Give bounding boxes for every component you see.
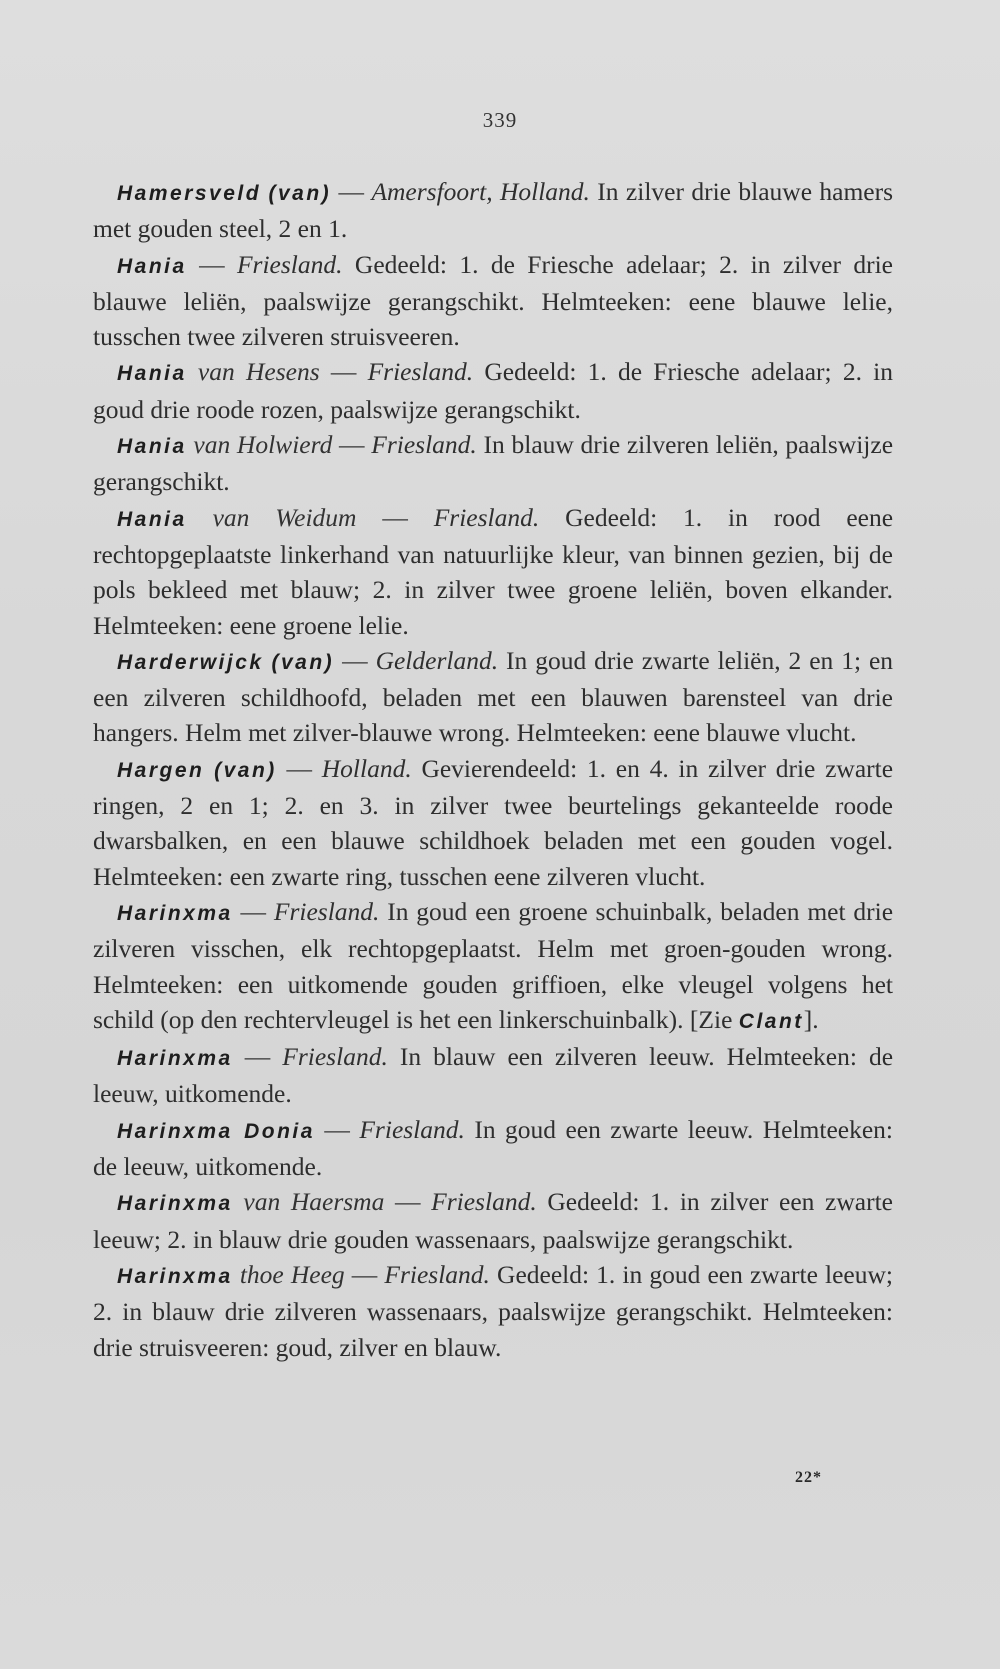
entry-dash: — — [339, 430, 365, 460]
entry-place: Amersfoort, Holland. — [371, 177, 590, 206]
entry-name: Hania — [117, 254, 187, 278]
entry-name-italic: thoe Heeg — [239, 1259, 345, 1289]
entry-dash: — — [324, 1114, 350, 1144]
entry-dash: — — [395, 1187, 421, 1217]
entry-place: Friesland. — [371, 430, 477, 460]
entry-harinxma-1 — [93, 894, 893, 1039]
entry-place: Friesland. — [431, 1187, 537, 1217]
entry-dash: — — [330, 357, 357, 387]
entry-name: Harinxma Donia — [117, 1119, 315, 1143]
entry-hamersveld — [93, 174, 893, 247]
entry-description: In blauw drie zilveren leliën, paalswijze gerangschikt. — [93, 430, 894, 497]
entry-place: Friesland. — [367, 357, 474, 387]
entry-name: Hania — [117, 507, 187, 531]
entry-description: Gedeeld: 1. de Friesche adelaar; 2. in goud drie roode rozen, paalswijze gerangschikt. — [93, 357, 894, 424]
entry-description: Gedeeld: 1. de Friesche adelaar; 2. in zilver drie blauwe leliën, paalswijze gerangschikt. Helmteeken: eene blauwe lelie, tusschen twee zilveren struisveeren. — [93, 249, 893, 352]
entry-name-suffix: (van) — [214, 758, 277, 782]
entry-dash: — — [338, 177, 365, 206]
entry-description: In zilver drie blauwe hamers met gouden steel, 2 en 1. — [93, 177, 894, 244]
entry-dash: — — [351, 1259, 378, 1289]
entry-description: Gedeeld: 1. in rood eene rechtopgeplaatste linkerhand van natuurlijke kleur, van binnen gezien, bij de pols bekleed met blauw; 2. in zilver twee groene leliën, boven elkander. Helmteeken: eene groene lelie. — [93, 502, 894, 640]
entry-hania — [93, 247, 893, 355]
entry-harinxma-donia — [93, 1112, 893, 1185]
signature-mark: 22* — [795, 1469, 822, 1486]
entry-dash: — — [382, 502, 408, 532]
entry-name-italic: van Haersma — [243, 1187, 385, 1217]
entry-harinxma-2 — [93, 1039, 893, 1112]
entry-description: Gevierendeeld: 1. en 4. in zilver drie zwarte ringen, 2 en 1; 2. en 3. in zilver twee beurtelings gekanteelde roode dwarsbalken, en een blauwe schildhoek beladen met een gouden vogel. Helmteeken: een zwarte ring, tusschen eene zilveren vlucht. — [93, 753, 894, 891]
entry-place: Friesland. — [282, 1042, 388, 1072]
entry-description: In goud een zwarte leeuw. Helmteeken: de leeuw, uitkomende. — [93, 1114, 894, 1182]
entry-name: Harinxma — [117, 1264, 233, 1288]
entry-name: Hania — [117, 435, 187, 459]
entry-dash: — — [240, 896, 267, 926]
entry-name-italic: van Holwierd — [193, 430, 333, 460]
entry-dash: — — [342, 645, 368, 675]
entry-place: Friesland. — [236, 249, 343, 279]
entry-name-italic: van Weidum — [212, 502, 357, 532]
entry-place: Friesland. — [359, 1114, 465, 1144]
entry-place: Friesland. — [433, 502, 540, 532]
entry-description: Gedeeld: 1. in goud een zwarte leeuw; 2. in blauw drie zilveren wassenaars, paalswijze gerangschikt. Helmteeken: drie struisveeren: goud, zilver en blauw. — [93, 1259, 893, 1362]
entry-hania-van-hesens — [93, 354, 893, 427]
entry-name-suffix: (van) — [268, 182, 332, 205]
entry-harinxma-van-haersma — [93, 1184, 893, 1257]
entry-name: Hamersveld — [117, 182, 262, 205]
entry-dash: — — [244, 1042, 271, 1072]
entry-name: Hania — [117, 362, 187, 386]
entry-name: Harinxma — [117, 1192, 233, 1216]
entry-description: In blauw een zilveren leeuw. Helmteeken: de leeuw, uitkomende. — [93, 1042, 894, 1109]
entry-name: Hargen — [117, 758, 205, 782]
entry-harinxma-thoe-heeg — [93, 1257, 893, 1365]
entry-name: Harinxma — [117, 1047, 233, 1071]
entry-name-suffix: (van) — [271, 650, 335, 674]
entry-description: In goud drie zwarte leliën, 2 en 1; en een zilveren schildhoofd, beladen met een blauwen barensteel van drie hangers. Helm met zilver-blauwe wrong. Helmteeken: eene blauwe vlucht. — [93, 645, 894, 748]
entry-dash: — — [286, 753, 313, 783]
entry-name: Harderwijck — [117, 650, 264, 674]
entry-description: Gedeeld: 1. in zilver een zwarte leeuw; 2. in blauw drie gouden wassenaars, paalswijze gerangschikt. — [93, 1187, 893, 1254]
entry-hania-van-weidum — [93, 500, 893, 643]
entry-name: Harinxma — [117, 901, 233, 925]
entry-hargen — [93, 751, 893, 894]
entry-reference: Clant — [738, 1009, 804, 1033]
entry-place: Friesland. — [384, 1259, 490, 1289]
armorial-text — [93, 174, 893, 1365]
entry-place: Friesland. — [273, 896, 380, 926]
entry-harderwijck — [93, 643, 893, 751]
entry-name-italic: van Hesens — [197, 357, 320, 387]
entry-reference-close: ]. — [803, 1004, 819, 1034]
entry-place: Gelderland. — [375, 645, 499, 675]
page-number: 339 — [482, 108, 518, 132]
entry-description: In goud een groene schuinbalk, beladen met drie zilveren visschen, elk rechtopgeplaatst. Helm met groen-gouden wrong. Helmteeken: een uitkomende gouden griffioen, elke vleugel volgens het schild (op den rechtervleugel is het een linkerschuinbalk). [Zie — [93, 896, 894, 1034]
entry-hania-van-holwierd — [93, 427, 893, 500]
entry-place: Holland. — [321, 753, 412, 783]
entry-dash: — — [199, 249, 225, 279]
